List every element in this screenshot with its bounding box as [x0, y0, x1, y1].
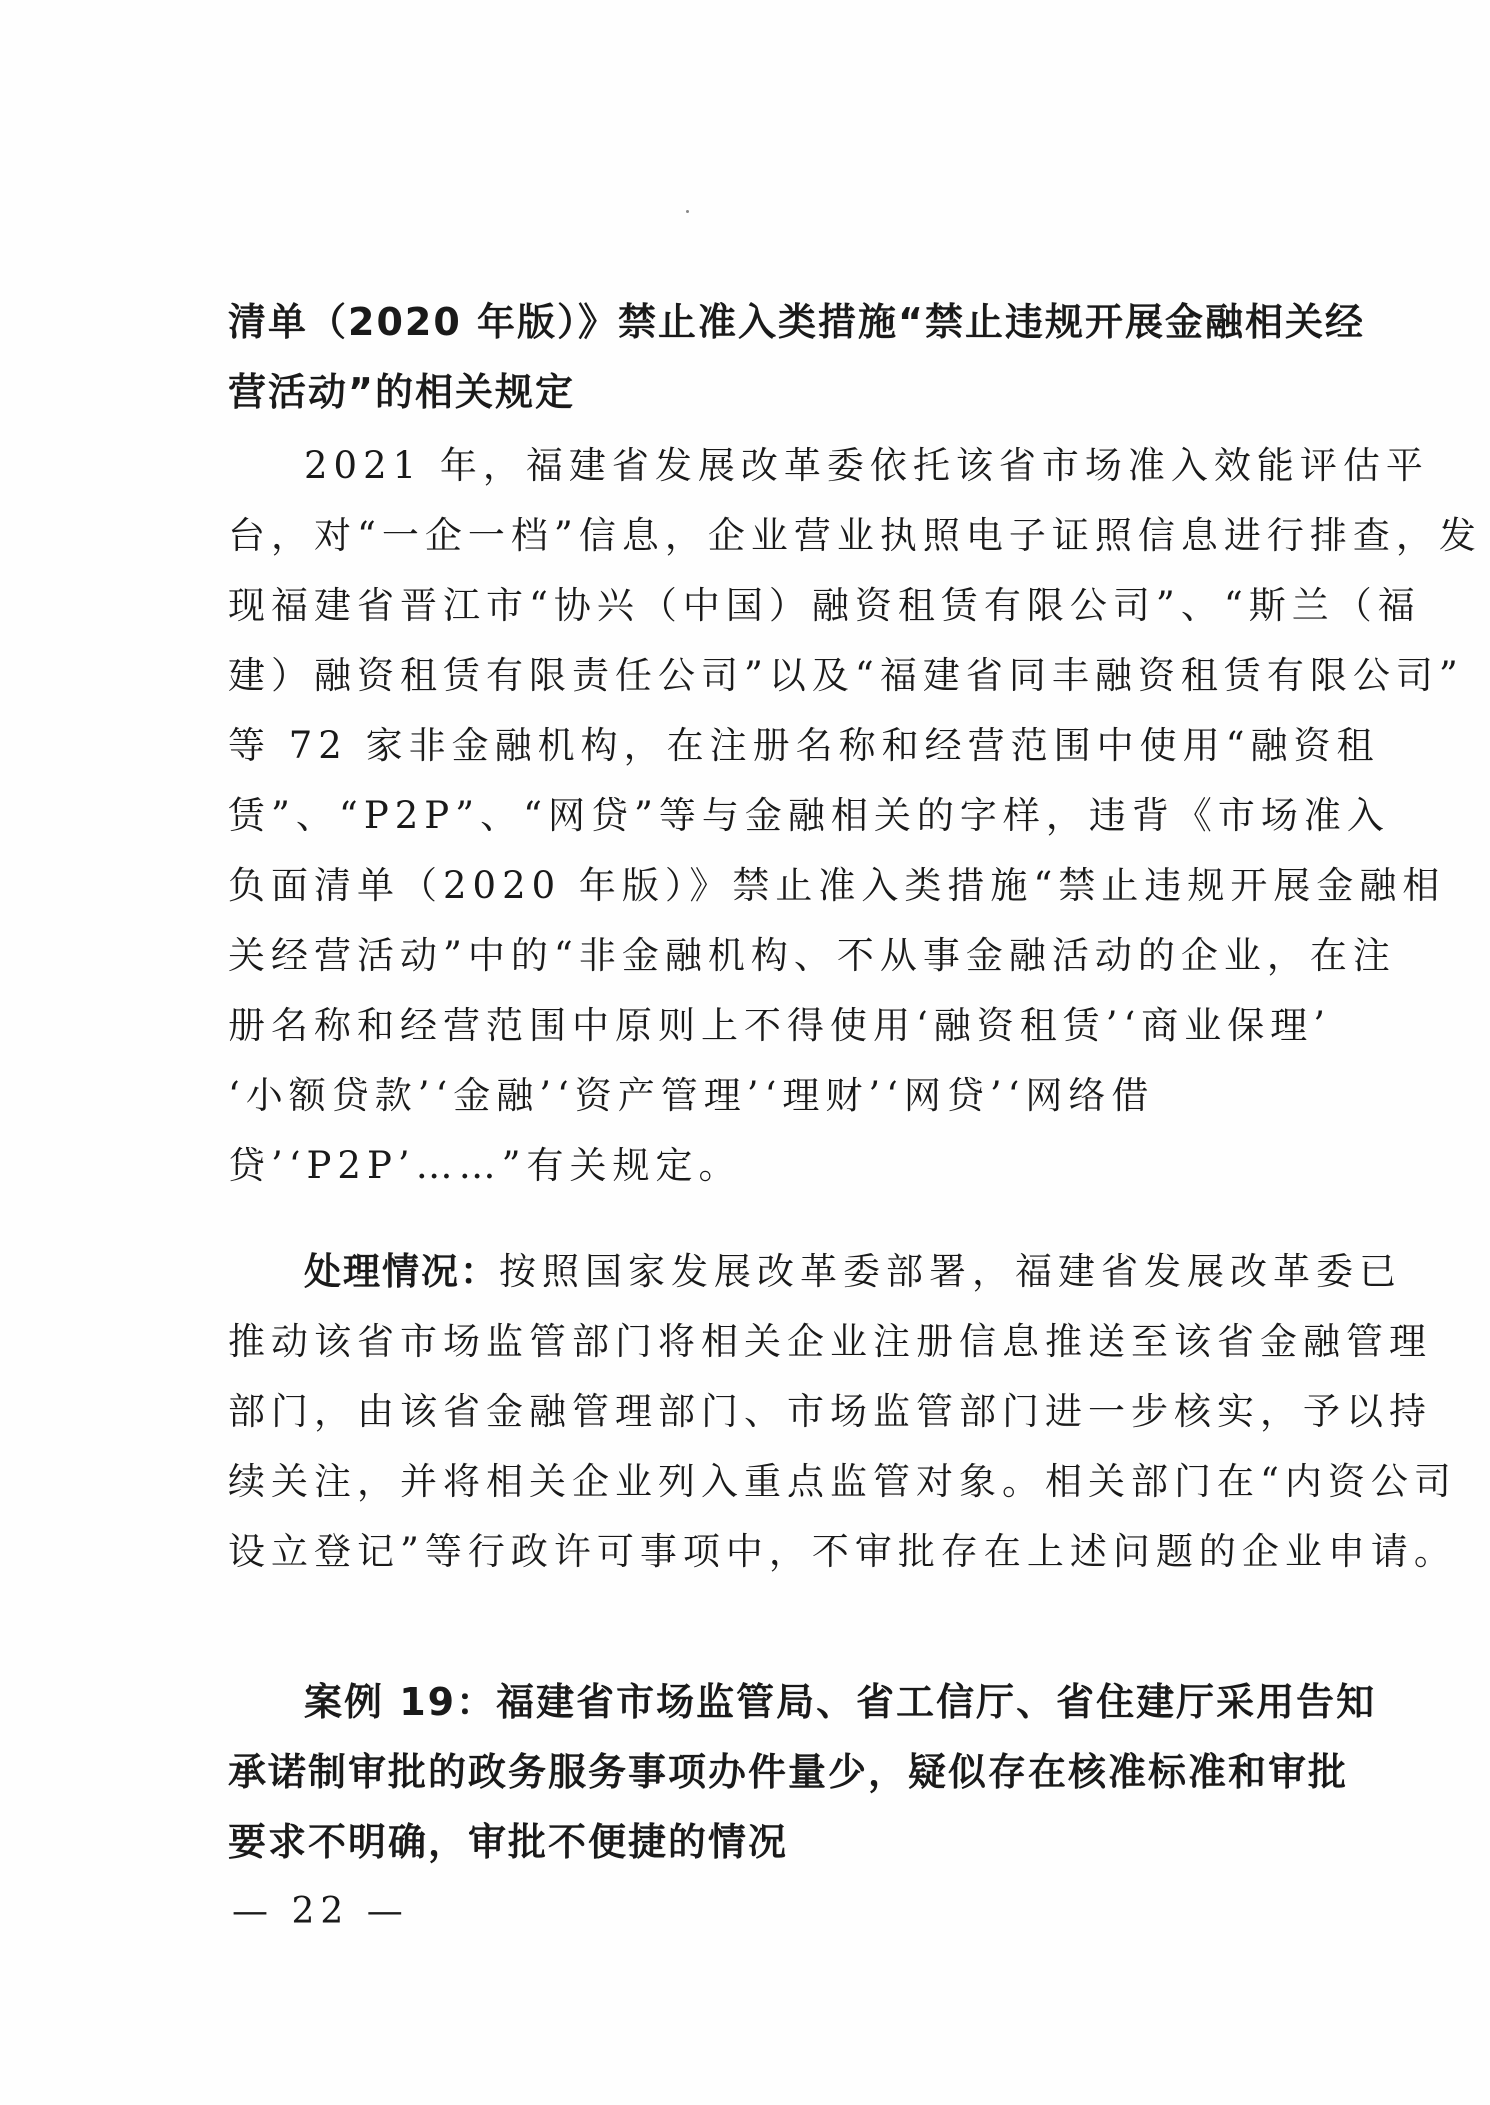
paragraph1-line-7: 负面清单（2020 年版）》禁止准入类措施“禁止违规开展金融相	[228, 864, 1446, 907]
paragraph1-line-1: 2021 年，福建省发展改革委依托该省市场准入效能评估平	[304, 444, 1429, 487]
case-number: 案例 19：	[304, 1680, 497, 1724]
case-heading-line-1	[304, 1676, 1384, 1728]
paragraph2-line-1	[304, 1246, 1402, 1298]
paragraph1-line-9: 册名称和经营范围中原则上不得使用‘融资租赁’‘商业保理’	[228, 1004, 1332, 1047]
paragraph1-line-6: 赁”、“P2P”、“网贷”等与金融相关的字样，违背《市场准入	[228, 794, 1390, 837]
paragraph1-line-11: 贷’‘P2P’……”有关规定。	[228, 1144, 742, 1187]
heading-line-2: 营活动”的相关规定	[228, 370, 575, 414]
paragraph1-line-10: ‘小额贷款’‘金融’‘资产管理’‘理财’‘网贷’‘网络借	[228, 1074, 1155, 1117]
paragraph2-line-4: 续关注，并将相关企业列入重点监管对象。相关部门在“内资公司	[228, 1460, 1457, 1503]
paragraph1-line-5: 等 72 家非金融机构，在注册名称和经营范围中使用“融资租	[228, 724, 1380, 767]
handling-label: 处理情况：	[304, 1250, 499, 1293]
paragraph1-line-8: 关经营活动”中的“非金融机构、不从事金融活动的企业，在注	[228, 934, 1396, 977]
paragraph2-line-3: 部门，由该省金融管理部门、市场监管部门进一步核实，予以持	[228, 1390, 1432, 1433]
heading-line-1: 清单（2020 年版）》禁止准入类措施“禁止违规开展金融相关经	[228, 300, 1365, 344]
paragraph2-line-2: 推动该省市场监管部门将相关企业注册信息推送至该省金融管理	[228, 1320, 1432, 1363]
page-number: — 22 —	[232, 1891, 409, 1932]
paragraph1-line-3: 现福建省晋江市“协兴（中国）融资租赁有限公司”、“斯兰（福	[228, 584, 1421, 627]
case-heading-line-3: 要求不明确，审批不便捷的情况	[228, 1820, 789, 1864]
paragraph1-line-4: 建）融资租赁有限责任公司”以及“福建省同丰融资租赁有限公司”	[228, 654, 1464, 697]
case-heading-line-2: 承诺制审批的政务服务事项办件量少，疑似存在核准标准和审批	[228, 1750, 1349, 1794]
paragraph2-line-5: 设立登记”等行政许可事项中，不审批存在上述问题的企业申请。	[228, 1530, 1457, 1573]
paragraph1-line-2: 台，对“一企一档”信息，企业营业执照电子证照信息进行排查，发	[228, 514, 1482, 557]
scan-speck	[686, 210, 689, 213]
paragraph2-line-1-text: 按照国家发展改革委部署，福建省发展改革委已	[499, 1250, 1402, 1293]
case-heading-line-1-text: 福建省市场监管局、省工信厅、省住建厅采用告知	[496, 1680, 1377, 1724]
